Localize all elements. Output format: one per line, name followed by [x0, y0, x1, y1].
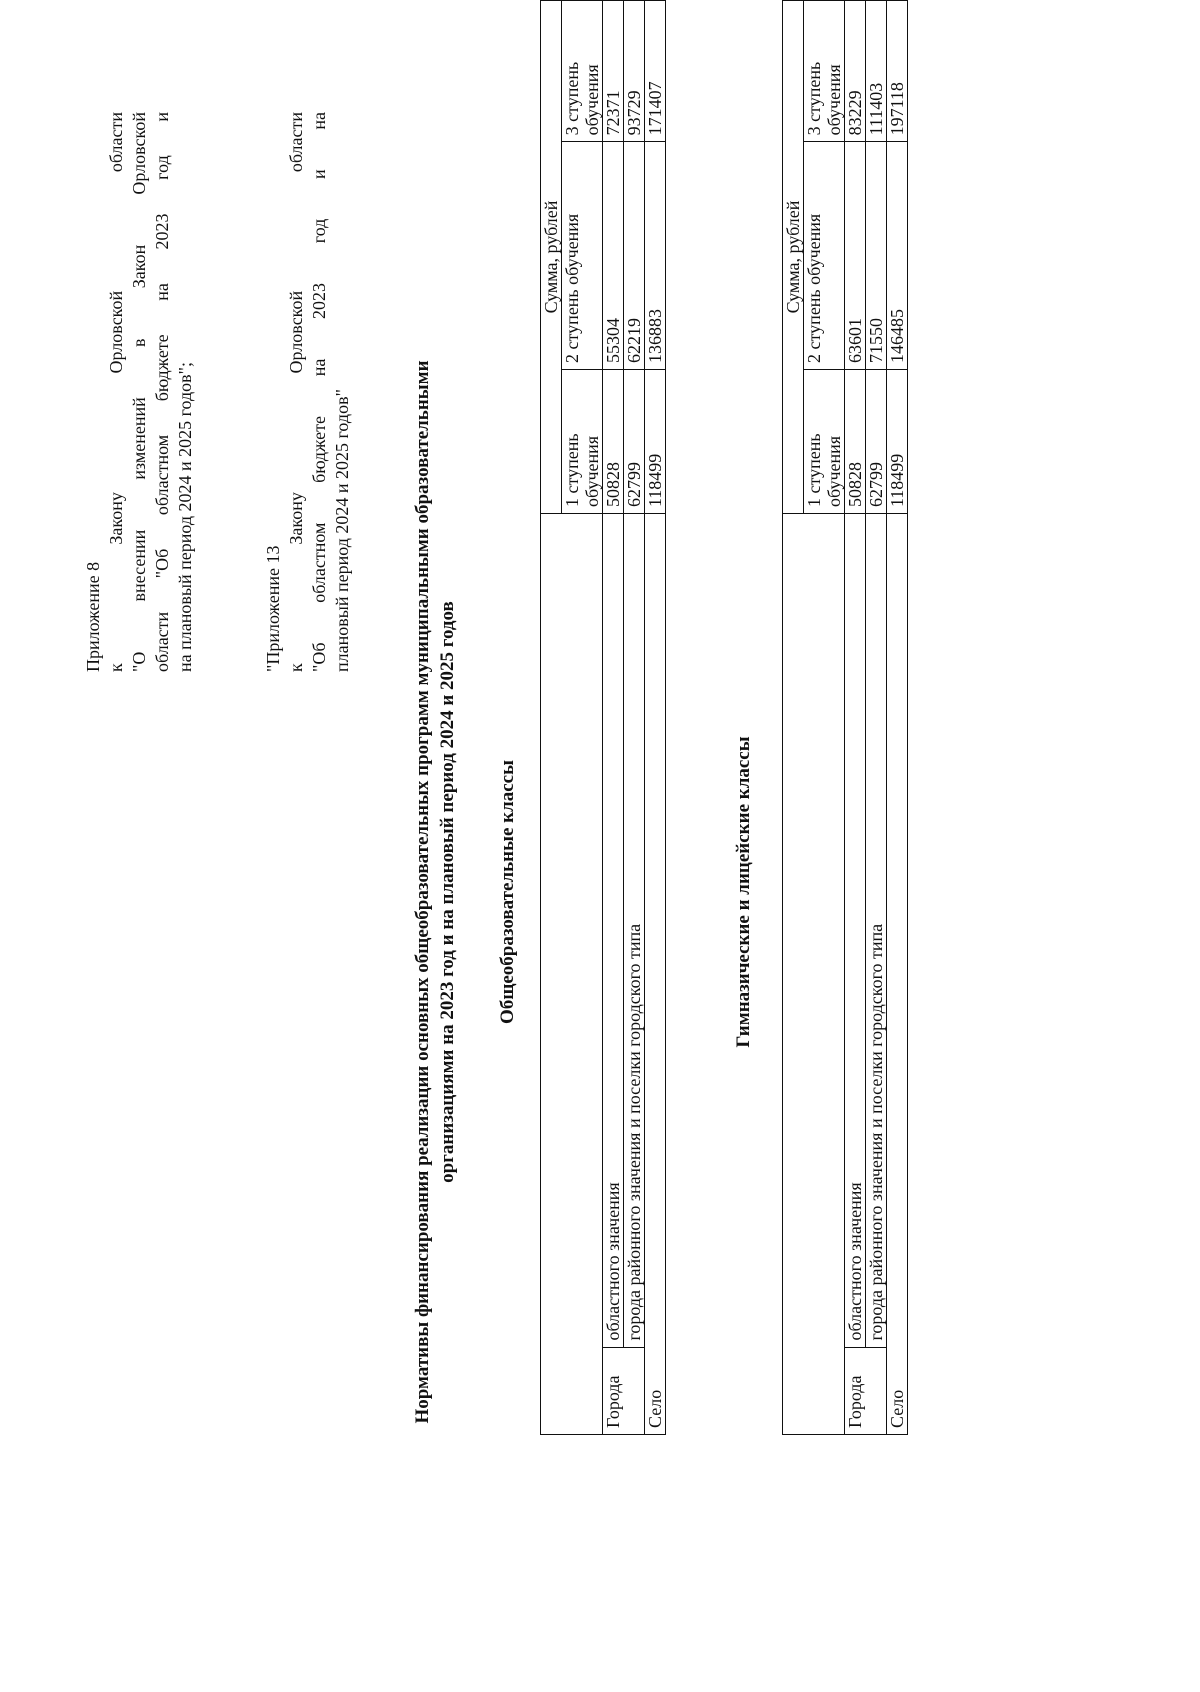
value-stage-2: 62219	[624, 142, 645, 370]
value-stage-1: 50828	[603, 369, 624, 513]
value-stage-1: 50828	[845, 369, 866, 513]
table-header-row	[783, 1, 804, 1435]
document-title-line-1: Нормативы финансирования реализации основных общеобразовательных программ муниципальными образовательными	[412, 360, 433, 1424]
value-stage-3: 93729	[624, 1, 645, 142]
row-label: города районного значения и поселки городского типа	[624, 514, 645, 1348]
value-stage-2: 146485	[887, 142, 908, 370]
value-stage-3: 171407	[645, 1, 666, 142]
appendix-8-line: к Закону Орловской области	[106, 112, 126, 672]
value-stage-3: 197118	[887, 1, 908, 142]
appendix-8-line: области "Об областном бюджете на 2023 год и	[152, 112, 172, 672]
appendix-13-line: к Закону Орловской области	[286, 112, 306, 672]
section-title-gymnasium: Гимназические и лицейские классы	[733, 736, 754, 1048]
document-title	[410, 242, 460, 1542]
value-stage-3: 83229	[845, 1, 866, 142]
table-row	[887, 1, 908, 1435]
table-row	[866, 1, 887, 1435]
table-header-empty-cell	[541, 514, 603, 1435]
appendix-13-line: плановый период 2024 и 2025 годов"	[332, 389, 352, 672]
stage-3-header: 3 ступень обучения	[804, 1, 845, 142]
table-row	[645, 1, 666, 1435]
stage-3-header: 3 ступень обучения	[562, 1, 603, 142]
group-cell: Село	[887, 514, 908, 1435]
appendix-8-line: Приложение 8	[83, 561, 103, 672]
group-cell: Города	[603, 1347, 645, 1434]
financing-table-gymnasium	[782, 0, 908, 1435]
table-row	[603, 1, 624, 1435]
financing-table-general	[540, 0, 666, 1435]
appendix-8-line: на плановый период 2024 и 2025 годов";	[175, 361, 195, 672]
value-stage-2: 63601	[845, 142, 866, 370]
value-stage-3: 111403	[866, 1, 887, 142]
table-header-row	[541, 1, 562, 1435]
appendix-8-note	[82, 112, 197, 672]
appendix-13-note	[262, 112, 354, 672]
appendix-13-line: "Приложение 13	[263, 545, 283, 672]
value-stage-2: 136883	[645, 142, 666, 370]
sum-header: Сумма, рублей	[783, 1, 804, 514]
table-header-empty-cell	[783, 514, 845, 1435]
value-stage-3: 72371	[603, 1, 624, 142]
value-stage-1: 62799	[866, 369, 887, 513]
value-stage-2: 71550	[866, 142, 887, 370]
stage-2-header: 2 ступень обучения	[804, 142, 845, 370]
table-row	[845, 1, 866, 1435]
sum-header: Сумма, рублей	[541, 1, 562, 514]
document-title-line-2: организациями на 2023 год и на плановый период 2024 и 2025 годов	[437, 601, 458, 1183]
group-cell: Село	[645, 514, 666, 1435]
stage-1-header: 1 ступень обучения	[562, 369, 603, 513]
stage-2-header: 2 ступень обучения	[562, 142, 603, 370]
row-label: города районного значения и поселки городского типа	[866, 514, 887, 1348]
appendix-8-line: "О внесении изменений в Закон Орловской	[129, 112, 149, 672]
value-stage-1: 118499	[645, 369, 666, 513]
row-label: областного значения	[845, 514, 866, 1348]
table-row	[624, 1, 645, 1435]
stage-1-header: 1 ступень обучения	[804, 369, 845, 513]
appendix-13-line: "Об областном бюджете на 2023 год и на	[309, 112, 329, 672]
group-cell: Города	[845, 1347, 887, 1434]
section-title-general: Общеобразовательные классы	[497, 760, 518, 1024]
row-label: областного значения	[603, 514, 624, 1348]
value-stage-1: 62799	[624, 369, 645, 513]
value-stage-1: 118499	[887, 369, 908, 513]
value-stage-2: 55304	[603, 142, 624, 370]
